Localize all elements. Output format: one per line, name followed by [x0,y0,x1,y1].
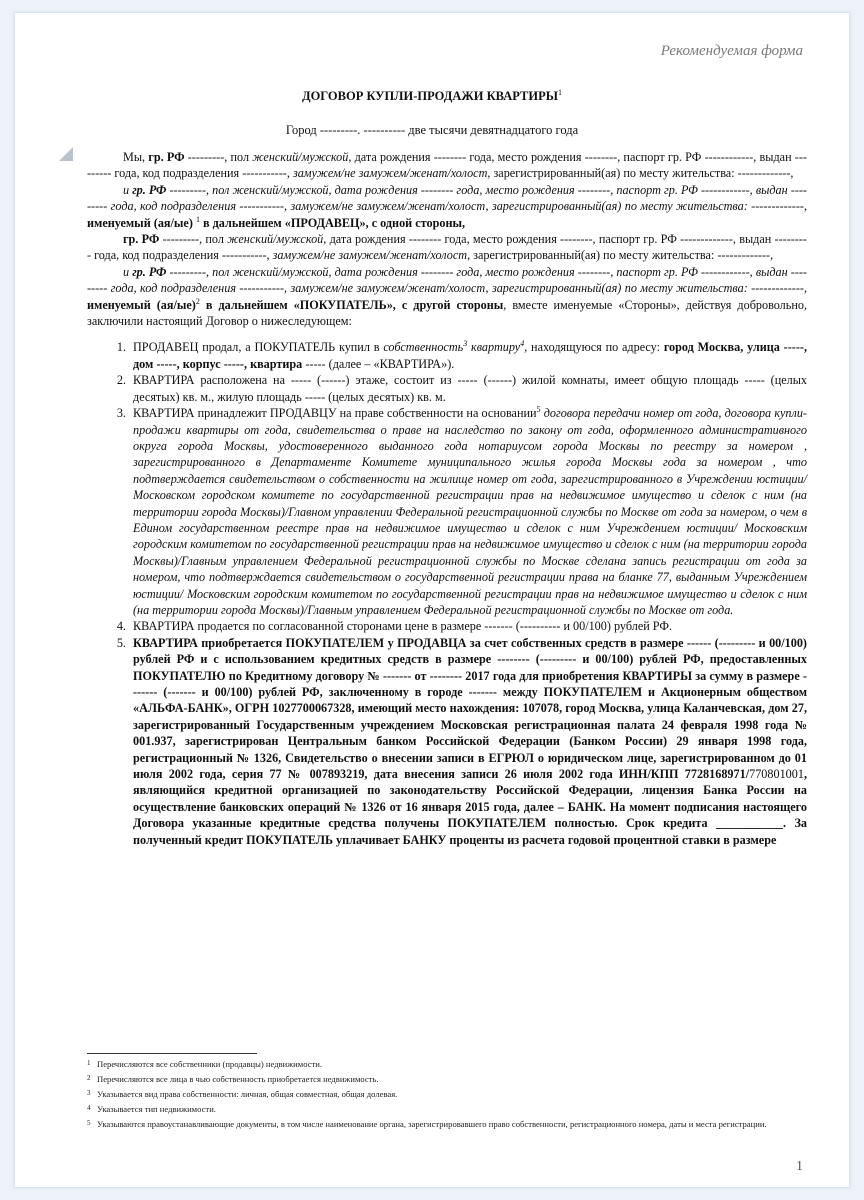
party-paragraph-3: гр. РФ ---------, пол женский/мужской, дата рождения -------- года, место рождения --------, паспорт гр. РФ -------------, выдан --------- года, код подразделения -----------, замужем/не замужем/женат/холост, зарегистрированный(ая) по месту жительства: -------------, [87,232,807,263]
footnote: 5 Указываются правоустанавливающие документы, в том числе наименование органа, зарегистрировавшего право собственности, регистрационного номера, даты и места регистрации. [87,1119,767,1129]
clause-item: 3. КВАРТИРА принадлежит ПРОДАВЦУ на праве собственности на основании$^5$ договора передачи номер от года, договора купли-продажи квартиры от года, свидетельства о праве на наследство по закону от года, оформленного административного округа города Москвы, удостоверенного выданного года нотариусом города Москвы по реестру за номером , зарегистрированного в Департаменте Комитете муниципального жилья города Москвы года за номером , что подтверждается свидетельством о собственности на жилище номер от года, зарегистрированного в Учреждении юстиции/ Московском городском комитете по государственной регистрации прав на недвижимое имущество и сделок с ним (на территории города Москвы)/Главном управлении Федеральной регистрационной службы по Москве от года за номером, о чем в Едином государственном реестре прав на недвижимое имущество и сделок с ним Учреждением юстиции/ Московским городским комитетом по государственной регистрации прав на недвижимое имущество и сделок с ним (на территории города Москвы)/Главным управлением Федеральной регистрационной службы по Москве сделана запись регистрации от года за номером, что подтверждается свидетельством о государственной регистрации права на бланке 77, выданным Учреждением юстиции/ Московским городским комитетом по государственной регистрации прав на недвижимое имущество и сделок с ним (на территории города Москвы)/Главным управлением Федеральной регистрационной службы по Москве от года. [129,405,807,618]
party-paragraph-2: и гр. РФ ---------, пол женский/мужской, дата рождения -------- года, место рождения --------, паспорт гр. РФ ------------, выдан --------- года, код подразделения -----------, замужем/не замужем/женат/холост, зарегистрированный(ая) по месту жительства: -------------, именуемый (ая/ые) $^1$ в дальнейшем «ПРОДАВЕЦ», с одной стороны, [87,182,807,230]
fold-triangle-icon [59,147,73,161]
party-paragraph-1: Мы, гр. РФ ---------, пол женский/мужской, дата рождения -------- года, место рождения --------, паспорт гр. РФ ------------, выдан --------- года, код подразделения -----------, замужем/не замужем/женат/холост, зарегистрированный(ая) по месту жительства: -------------, [87,150,807,181]
clause-item: 5. КВАРТИРА приобретается ПОКУПАТЕЛЕМ у ПРОДАВЦА за счет собственных средств в размере ------ (--------- и 00/100) рублей РФ и с использованием кредитных средств в размере -------- (--------- и 00/100) рублей РФ, предоставленных ПОКУПАТЕЛЮ по Кредитному договору № ------- от -------- 2017 года для приобретения КВАРТИРЫ за сумму в размере ------- (------- и 00/100) рублей РФ, заключенному в городе ------- между ПОКУПАТЕЛЕМ и Акционерным обществом «АЛЬФА-БАНК», ОГРН 1027700067328, имеющий место нахождения: 107078, город Москва, улица Каланчевская, дом 27, зарегистрированный Государственным учреждением Московская регистрационная палата 24 февраля 1998 года № 001.937, зарегистрирован Центральным банком Российской Федерации (Банком России) 29 января 1998 года, регистрационный № 1326, Свидетельство о внесении записи в ЕГРЮЛ о юридическом лице, зарегистрированном до 01 июля 2002 года, серия 77 № 007893219, дата внесения записи 26 июля 2002 года ИНН/КПП 7728168971/770801001, являющийся кредитной организацией по законодательству Российской Федерации, лицензия Банка России на осуществление банковских операций № 1326 от 16 января 2015 года, далее – БАНК. На момент подписания настоящего Договора указанные кредитные средства получены ПОКУПАТЕЛЕМ полностью. Срок кредита ___________. За полученный кредит ПОКУПАТЕЛЬ уплачивает БАНКУ проценты из расчета годовой процентной ставки в размере [129,635,807,848]
document-title: ДОГОВОР КУПЛИ-ПРОДАЖИ КВАРТИРЫ$^1$ [301,87,563,103]
form-label: Рекомендуемая форма [660,43,803,59]
page-number: 1 [796,1159,803,1174]
contract-clauses [87,339,807,848]
footnote: 3 Указывается вид права собственности: личная, общая совместная, общая долевая. [87,1089,398,1099]
footnote-separator [87,1053,257,1054]
footnote: 4 Указывается тип недвижимости. [87,1104,216,1114]
document-page [14,12,850,1188]
city-date-line: Город ---------. ---------- две тысячи девятнадцатого года [285,123,579,137]
party-paragraph-4: и гр. РФ ---------, пол женский/мужской, дата рождения -------- года, место рождения --------, паспорт гр. РФ ------------, выдан --------- года, код подразделения -----------, замужем/не замужем/женат/холост, зарегистрированный(ая) по месту жительства: -------------, именуемый $(ая/ые)^2$ в дальнейшем «ПОКУПАТЕЛЬ», с другой стороны, вместе именуемые «Стороны», действуя добровольно, заключили настоящий Договор о нижеследующем: [87,264,807,329]
contract-body [87,149,807,848]
clause-item: 4. КВАРТИРА продается по согласованной сторонами цене в размере ------- (---------- и 00/100) рублей РФ. [129,618,807,634]
footnotes [87,1059,797,1134]
footnote: 2 Перечисляются все лица в чью собственность приобретается недвижимость. [87,1074,379,1084]
footnote: 1 Перечисляются все собственники (продавцы) недвижимости. [87,1059,323,1069]
clause-item: 2. КВАРТИРА расположена на ----- (------) этаже, состоит из ----- (------) жилой комнаты, имеет общую площадь ----- (целых десятых) кв. м., жилую площадь ----- (целых десятых) кв. м. [129,372,807,405]
clause-item: 1. ПРОДАВЕЦ продал, а ПОКУПАТЕЛЬ купил в собственность$^3$ квартиру$^4$, находящуюся по адресу: город Москва, улица -----, дом -----, корпус -----, квартира ----- (далее – «КВАРТИРА»). [129,339,807,372]
